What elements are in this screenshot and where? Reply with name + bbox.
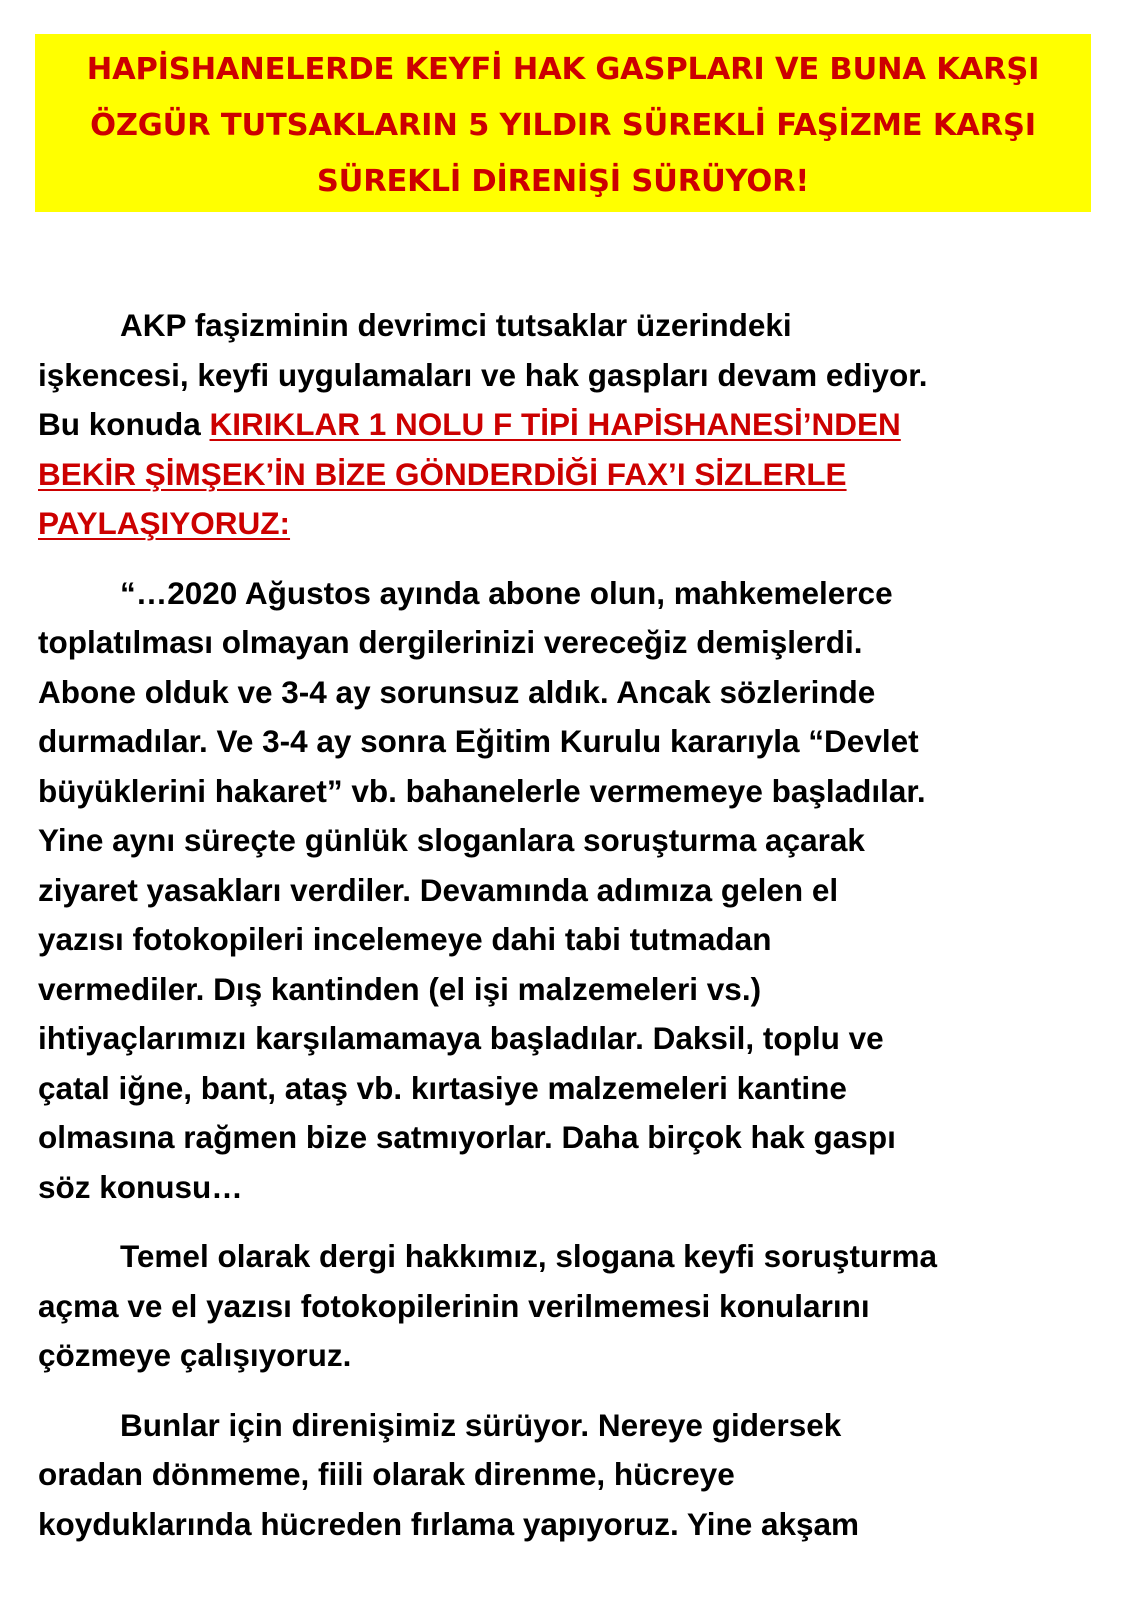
paragraph-line: olmasına rağmen bize satmıyorlar. Daha birçok hak gaspı	[38, 1119, 896, 1155]
paragraph-line: Yine aynı süreçte günlük sloganlara soruşturma açarak	[38, 822, 865, 858]
paragraph-line: yazısı fotokopileri incelemeye dahi tabi tutmadan	[38, 921, 772, 957]
fax-link[interactable]: PAYLAŞIYORUZ:	[38, 505, 291, 541]
paragraph-line: ihtiyaçlarımızı karşılamamaya başladılar. Daksil, toplu ve	[38, 1020, 884, 1056]
paragraph-line: vermediler. Dış kantinden (el işi malzemeleri vs.)	[38, 970, 762, 1007]
paragraph-line: oradan dönmeme, fiili olarak direnme, hücreye	[38, 1456, 735, 1492]
paragraph-spacer	[38, 549, 1108, 569]
paragraph-spacer	[38, 1212, 1108, 1232]
fax-link[interactable]: BEKİR ŞİMŞEK’İN BİZE GÖNDERDİĞİ FAX’I SİZLERLE	[38, 455, 847, 492]
paragraph-line: ziyaret yasakları verdiler. Devamında adımıza gelen el	[38, 871, 839, 908]
paragraph-line: Temel olarak dergi hakkımız, slogana keyfi soruşturma	[120, 1238, 937, 1274]
paragraph-line: açma ve el yazısı fotokopilerinin verilmemesi konularını	[38, 1287, 870, 1324]
article-body	[38, 301, 1108, 1549]
paragraph-line: AKP faşizminin devrimci tutsaklar üzerindeki	[120, 307, 792, 343]
text-prefix: Bu konuda	[38, 406, 210, 442]
headline-line: HAPİSHANELERDE KEYFİ HAK GASPLARI VE BUNA KARŞI	[86, 52, 1040, 87]
paragraph-line: çatal iğne, bant, ataş vb. kırtasiye malzemeleri kantine	[38, 1069, 847, 1106]
headline-banner	[35, 34, 1091, 212]
paragraph-line	[38, 400, 1108, 450]
intro-paragraph	[38, 301, 1108, 549]
paragraph-line: toplatılması olmayan dergilerinizi vereceğiz demişlerdi.	[38, 624, 863, 660]
headline-line: SÜREKLİ DİRENİŞİ SÜRÜYOR!	[316, 164, 810, 199]
paragraph-spacer	[38, 1381, 1108, 1401]
fax-quote-paragraph	[38, 569, 1108, 1213]
paragraph-line: işkencesi, keyfi uygulamaları ve hak gaspları devam ediyor.	[38, 356, 928, 393]
paragraph-line	[38, 450, 1108, 500]
goals-paragraph	[38, 1232, 1108, 1381]
paragraph-line: “…2020 Ağustos ayında abone olun, mahkemelerce	[120, 574, 893, 611]
fax-link[interactable]: KIRIKLAR 1 NOLU F TİPİ HAPİSHANESİ’NDEN	[209, 406, 901, 442]
paragraph-line: koyduklarında hücreden fırlama yapıyoruz. Yine akşam	[38, 1505, 860, 1542]
headline-line: ÖZGÜR TUTSAKLARIN 5 YILDIR SÜREKLİ FAŞİZME KARŞI	[90, 108, 1036, 143]
paragraph-line: söz konusu…	[38, 1168, 243, 1205]
paragraph-line: büyüklerini hakaret” vb. bahanelerle vermemeye başladılar.	[38, 772, 926, 809]
paragraph-line: çözmeye çalışıyoruz.	[38, 1337, 352, 1373]
paragraph-line	[38, 499, 1108, 549]
paragraph-line: durmadılar. Ve 3-4 ay sonra Eğitim Kurulu kararıyla “Devlet	[38, 723, 919, 759]
paragraph-line: Abone olduk ve 3-4 ay sorunsuz aldık. Ancak sözlerinde	[38, 673, 876, 710]
paragraph-line: Bunlar için direnişimiz sürüyor. Nereye gidersek	[120, 1406, 842, 1443]
resistance-paragraph	[38, 1401, 1108, 1550]
